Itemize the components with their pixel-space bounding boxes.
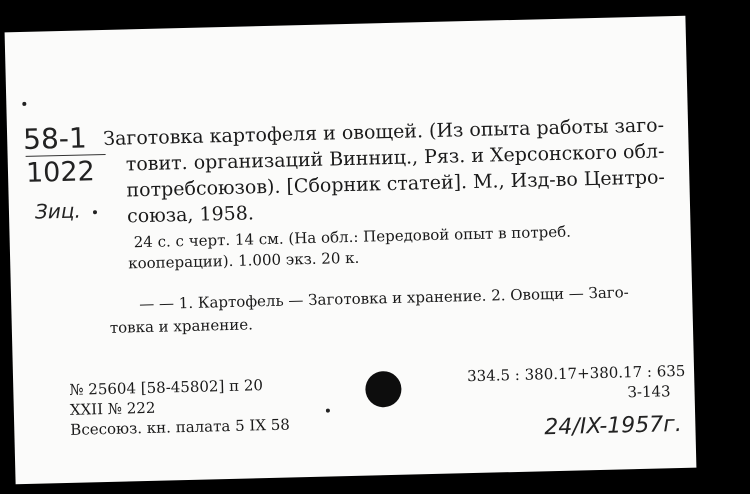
punch-hole — [365, 371, 402, 408]
entry-line-1: Заготовка картофеля и овощей. (Из опыта работы заго- — [102, 114, 665, 150]
physical-line-2: кооперации). 1.000 экз. 20 к. — [128, 248, 360, 273]
ink-dot — [22, 102, 26, 106]
ink-dot — [93, 210, 97, 214]
footer-right-line-1: 334.5 : 380.17+380.17 : 635 — [466, 361, 686, 386]
entry-line-2: товит. организаций Винниц., Ряз. и Херсонского обл- — [125, 140, 665, 176]
footer-left-line-1: № 25604 [58-45802] п 20 — [69, 376, 264, 399]
physical-line-1: 24 с. с черт. 14 см. (На обл.: Передовой опыт в потреб. — [133, 222, 572, 252]
subjects-line-1: — — 1. Картофель — Заготовка и хранение. 2. Овощи — Заго- — [139, 283, 629, 314]
call-number-line3: Зиц. — [34, 198, 82, 224]
ink-dot — [326, 409, 330, 413]
entry-line-4: союза, 1958. — [126, 202, 255, 228]
footer-left-line-3: Всесоюз. кн. палата 5 IX 58 — [70, 415, 291, 439]
footer-left-line-2: XXII № 222 — [69, 398, 156, 419]
handwritten-date: 24/IX-1957г. — [544, 411, 683, 441]
subjects-line-2: товка и хранение. — [109, 315, 254, 337]
catalog-card — [5, 16, 697, 485]
call-number-line2: 1022 — [25, 156, 96, 189]
call-number-line1: 58-1 — [22, 121, 88, 156]
entry-line-3: потребсоюзов). [Сборник статей]. М., Изд-во Центро- — [126, 166, 666, 202]
footer-right-line-2: З-143 — [627, 382, 671, 402]
